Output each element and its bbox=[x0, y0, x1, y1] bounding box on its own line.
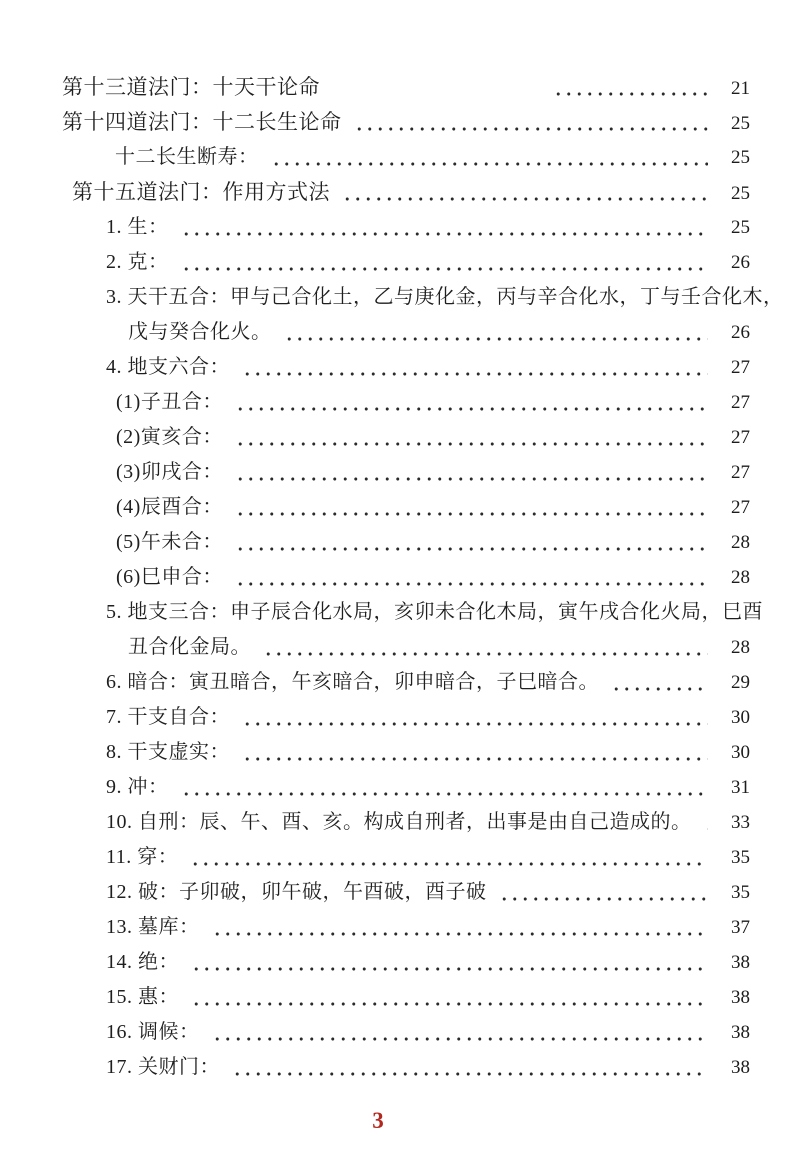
dot-leader bbox=[233, 420, 708, 455]
toc-page-number: 38 bbox=[731, 987, 750, 1008]
dot-leader bbox=[210, 910, 709, 945]
toc-page-number: 33 bbox=[731, 812, 750, 833]
toc-entry bbox=[62, 385, 750, 420]
toc-entry bbox=[62, 980, 750, 1015]
toc-page-number: 37 bbox=[731, 917, 750, 938]
dot-leader bbox=[233, 455, 708, 490]
toc-entry bbox=[62, 70, 750, 105]
toc-page-number: 38 bbox=[731, 1057, 750, 1078]
toc-entry-label: 3. 天干五合：甲与己合化土，乙与庚化金，丙与辛合化水，丁与壬合化木， bbox=[106, 286, 784, 308]
toc-page-number: 26 bbox=[731, 322, 750, 343]
dot-leader bbox=[233, 385, 708, 420]
toc-page-number: 26 bbox=[731, 252, 750, 273]
dot-leader bbox=[179, 245, 709, 280]
page-footer bbox=[0, 1108, 812, 1134]
toc-page-number: 30 bbox=[731, 742, 750, 763]
toc-entry bbox=[62, 420, 750, 455]
toc-entry-label: 9. 冲： bbox=[106, 776, 169, 798]
toc-page-number: 31 bbox=[731, 777, 750, 798]
toc-entry bbox=[62, 280, 784, 315]
dot-leader bbox=[210, 1015, 709, 1050]
toc-page-number: 28 bbox=[731, 567, 750, 588]
toc-entry bbox=[62, 350, 750, 385]
toc-entry-label: 1. 生： bbox=[106, 216, 169, 238]
toc-entry-label: 6. 暗合：寅丑暗合，午亥暗合，卯申暗合，子巳暗合。 bbox=[106, 671, 599, 693]
toc-page-number: 27 bbox=[731, 462, 750, 483]
toc-page-number: 25 bbox=[731, 147, 750, 168]
table-of-contents bbox=[62, 70, 784, 1085]
toc-entry-label: 第十五道法门：作用方式法 bbox=[72, 180, 330, 204]
toc-entry bbox=[62, 105, 750, 140]
toc-page-number: 25 bbox=[731, 183, 750, 204]
toc-entry bbox=[62, 525, 750, 560]
toc-entry bbox=[62, 665, 750, 700]
dot-leader bbox=[233, 525, 708, 560]
toc-entry bbox=[62, 770, 750, 805]
toc-entry-label: 8. 干支虚实： bbox=[106, 741, 230, 763]
toc-entry bbox=[62, 210, 750, 245]
toc-entry bbox=[62, 490, 750, 525]
toc-entry-label: 7. 干支自合： bbox=[106, 706, 230, 728]
toc-entry bbox=[62, 945, 750, 980]
dot-leader bbox=[609, 665, 708, 700]
dot-leader bbox=[230, 1050, 708, 1085]
toc-entry-label: 13. 墓库： bbox=[106, 916, 200, 938]
dot-leader bbox=[179, 210, 709, 245]
toc-entry-label: 14. 绝： bbox=[106, 951, 179, 973]
dot-leader bbox=[189, 980, 708, 1015]
toc-page-number: 35 bbox=[731, 882, 750, 903]
toc-entry bbox=[62, 560, 750, 595]
toc-entry-label: (1)子丑合： bbox=[116, 391, 223, 413]
toc-page-number: 35 bbox=[731, 847, 750, 868]
dot-leader bbox=[261, 630, 708, 665]
dot-leader bbox=[188, 840, 708, 875]
toc-entry-label: 4. 地支六合： bbox=[106, 356, 230, 378]
dot-leader bbox=[269, 140, 709, 175]
dot-leader bbox=[551, 70, 708, 105]
toc-page-number: 27 bbox=[731, 427, 750, 448]
toc-page-number: 27 bbox=[731, 392, 750, 413]
toc-page-number: 29 bbox=[731, 672, 750, 693]
toc-entry bbox=[62, 595, 763, 630]
toc-entry bbox=[62, 875, 750, 910]
toc-entry-label: 10. 自刑：辰、午、酉、亥。构成自刑者，出事是由自己造成的。 bbox=[106, 811, 692, 833]
dot-leader bbox=[189, 945, 708, 980]
toc-entry bbox=[62, 245, 750, 280]
toc-entry bbox=[62, 1015, 750, 1050]
toc-entry-label: 16. 调候： bbox=[106, 1021, 200, 1043]
dot-leader bbox=[240, 735, 708, 770]
dot-leader bbox=[702, 805, 709, 840]
toc-entry-label: 15. 惠： bbox=[106, 986, 179, 1008]
toc-entry bbox=[62, 700, 750, 735]
toc-entry-label: (6)巳申合： bbox=[116, 566, 223, 588]
toc-page-number: 30 bbox=[731, 707, 750, 728]
toc-entry bbox=[62, 175, 750, 210]
toc-page-number: 38 bbox=[731, 1022, 750, 1043]
toc-entry-label: 5. 地支三合：申子辰合化水局，亥卯未合化木局，寅午戌合化火局，巳酉 bbox=[106, 601, 763, 623]
toc-entry-label: 第十三道法门：十天干论命 bbox=[62, 75, 320, 99]
toc-page-number: 28 bbox=[731, 637, 750, 658]
toc-entry-label: 17. 关财门： bbox=[106, 1056, 220, 1078]
toc-entry-label: 十二长生断寿： bbox=[115, 146, 259, 168]
toc-entry bbox=[62, 315, 750, 350]
toc-page-number: 28 bbox=[731, 532, 750, 553]
toc-page-number: 25 bbox=[731, 217, 750, 238]
toc-entry bbox=[62, 1050, 750, 1085]
toc-entry-label: (3)卯戌合： bbox=[116, 461, 223, 483]
toc-entry bbox=[62, 805, 750, 840]
toc-entry bbox=[62, 735, 750, 770]
toc-page-number: 25 bbox=[731, 113, 750, 134]
folio-page-number: 3 bbox=[372, 1108, 384, 1133]
toc-entry-label: 2. 克： bbox=[106, 251, 169, 273]
toc-page-number: 21 bbox=[731, 78, 750, 99]
dot-leader bbox=[340, 175, 708, 210]
toc-entry-label: 第十四道法门：十二长生论命 bbox=[62, 110, 342, 134]
dot-leader bbox=[240, 350, 708, 385]
toc-page-number: 27 bbox=[731, 497, 750, 518]
toc-page-number: 27 bbox=[731, 357, 750, 378]
toc-entry-label: 12. 破：子卯破，卯午破，午酉破，酉子破 bbox=[106, 881, 487, 903]
dot-leader bbox=[233, 490, 708, 525]
toc-entry bbox=[62, 140, 750, 175]
toc-entry bbox=[62, 910, 750, 945]
toc-entry-label: (4)辰酉合： bbox=[116, 496, 223, 518]
toc-entry-label: (2)寅亥合： bbox=[116, 426, 223, 448]
toc-entry-label: 戊与癸合化火。 bbox=[128, 321, 272, 343]
toc-entry-label: 丑合化金局。 bbox=[128, 636, 251, 658]
toc-entry bbox=[62, 630, 750, 665]
dot-leader bbox=[497, 875, 709, 910]
toc-entry-label: (5)午未合： bbox=[116, 531, 223, 553]
toc-entry bbox=[62, 840, 750, 875]
toc-entry-label: 11. 穿： bbox=[106, 846, 179, 868]
dot-leader bbox=[240, 700, 708, 735]
dot-leader bbox=[233, 560, 708, 595]
dot-leader bbox=[282, 315, 709, 350]
dot-leader bbox=[352, 105, 709, 140]
toc-page-number: 38 bbox=[731, 952, 750, 973]
dot-leader bbox=[179, 770, 709, 805]
toc-entry bbox=[62, 455, 750, 490]
